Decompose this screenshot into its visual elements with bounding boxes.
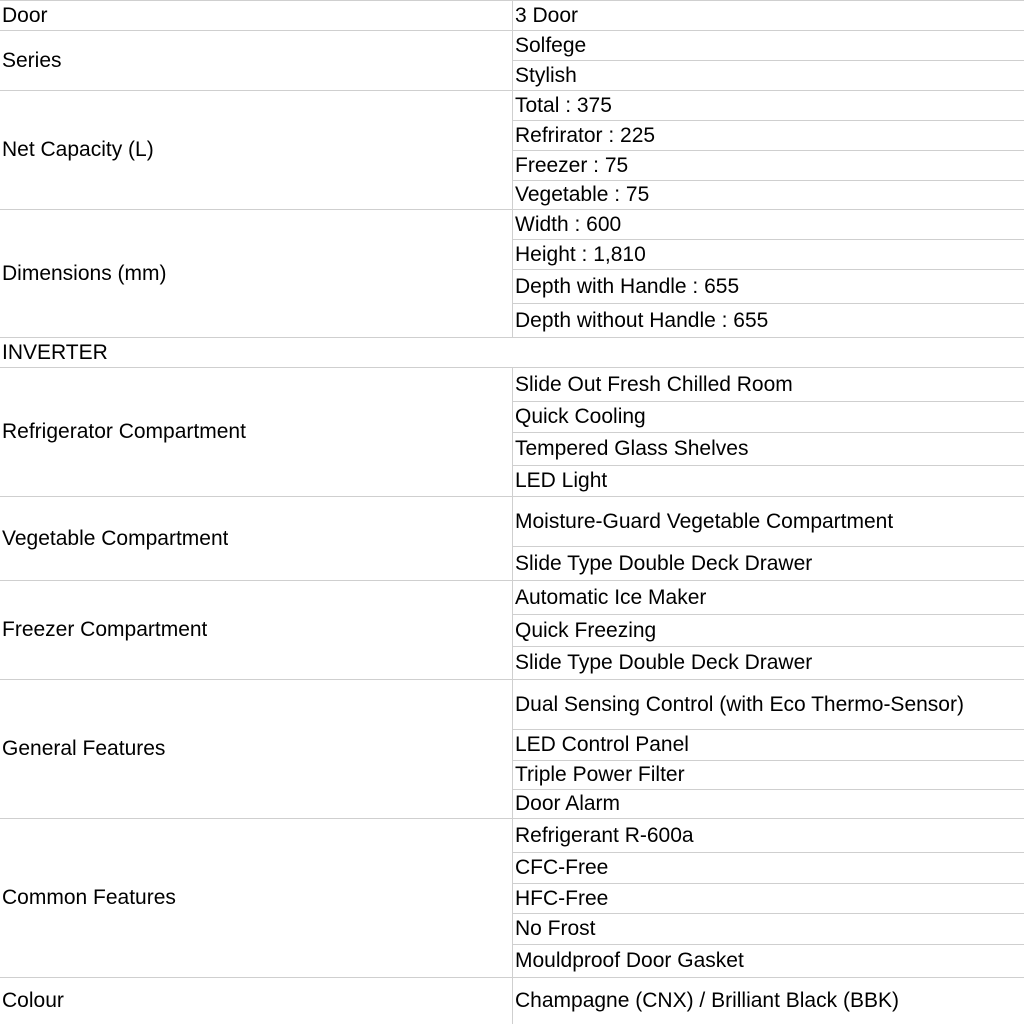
row-value: Height : 1,810 (515, 242, 646, 266)
row-value: Quick Cooling (515, 405, 646, 428)
row-label: Freezer Compartment (2, 618, 208, 641)
row-label: Net Capacity (L) (2, 138, 154, 161)
row-value: Width : 600 (515, 212, 622, 236)
row-value: Dual Sensing Control (with Eco Thermo-Sensor) (515, 692, 964, 716)
sub-row-divider (513, 60, 1024, 61)
row-label: Dimensions (mm) (2, 261, 167, 285)
row-value: Depth without Handle : 655 (515, 308, 769, 332)
row-label: Refrigerator Compartment (2, 420, 246, 443)
row-value: LED Control Panel (515, 733, 689, 756)
row-label: INVERTER (2, 340, 108, 364)
column-divider (512, 679, 513, 818)
row-value: HFC-Free (515, 886, 609, 910)
row-value: Champagne (CNX) / Brilliant Black (BBK) (515, 989, 899, 1012)
row-value: Vegetable : 75 (515, 183, 650, 206)
column-divider (512, 496, 513, 580)
row-label: Vegetable Compartment (2, 526, 229, 550)
row-value: Freezer : 75 (515, 153, 629, 177)
row-label: Common Features (2, 886, 176, 909)
column-divider (512, 209, 513, 337)
row-value: Slide Type Double Deck Drawer (515, 651, 813, 674)
row-value: Slide Out Fresh Chilled Room (515, 372, 793, 396)
row-value: Total : 375 (515, 93, 612, 117)
row-label: Colour (2, 989, 64, 1012)
row-label: Door (2, 3, 48, 27)
row-value: Depth with Handle : 655 (515, 274, 740, 298)
row-value: LED Light (515, 469, 608, 492)
row-value: Triple Power Filter (515, 763, 685, 786)
row-value: Quick Freezing (515, 618, 657, 642)
column-divider (512, 580, 513, 679)
column-divider (512, 818, 513, 977)
row-value: Slide Type Double Deck Drawer (515, 551, 813, 575)
row-value: Automatic Ice Maker (515, 585, 707, 609)
row-value: Door Alarm (515, 792, 621, 815)
row-value: 3 Door (515, 3, 579, 27)
row-value: Mouldproof Door Gasket (515, 949, 744, 972)
row-value: Solfege (515, 33, 587, 57)
row-value: Refrigerant R-600a (515, 823, 694, 847)
row-value: Tempered Glass Shelves (515, 437, 749, 460)
row-value: Refrirator : 225 (515, 123, 656, 147)
column-divider (512, 977, 513, 1024)
row-value: CFC-Free (515, 856, 609, 879)
row-value: Moisture-Guard Vegetable Compartment (515, 509, 894, 533)
row-label: Series (2, 48, 62, 72)
row-value: Stylish (515, 63, 577, 87)
column-divider (512, 0, 513, 30)
row-value: No Frost (515, 917, 596, 940)
row-divider (0, 337, 1024, 338)
row-label: General Features (2, 737, 166, 760)
